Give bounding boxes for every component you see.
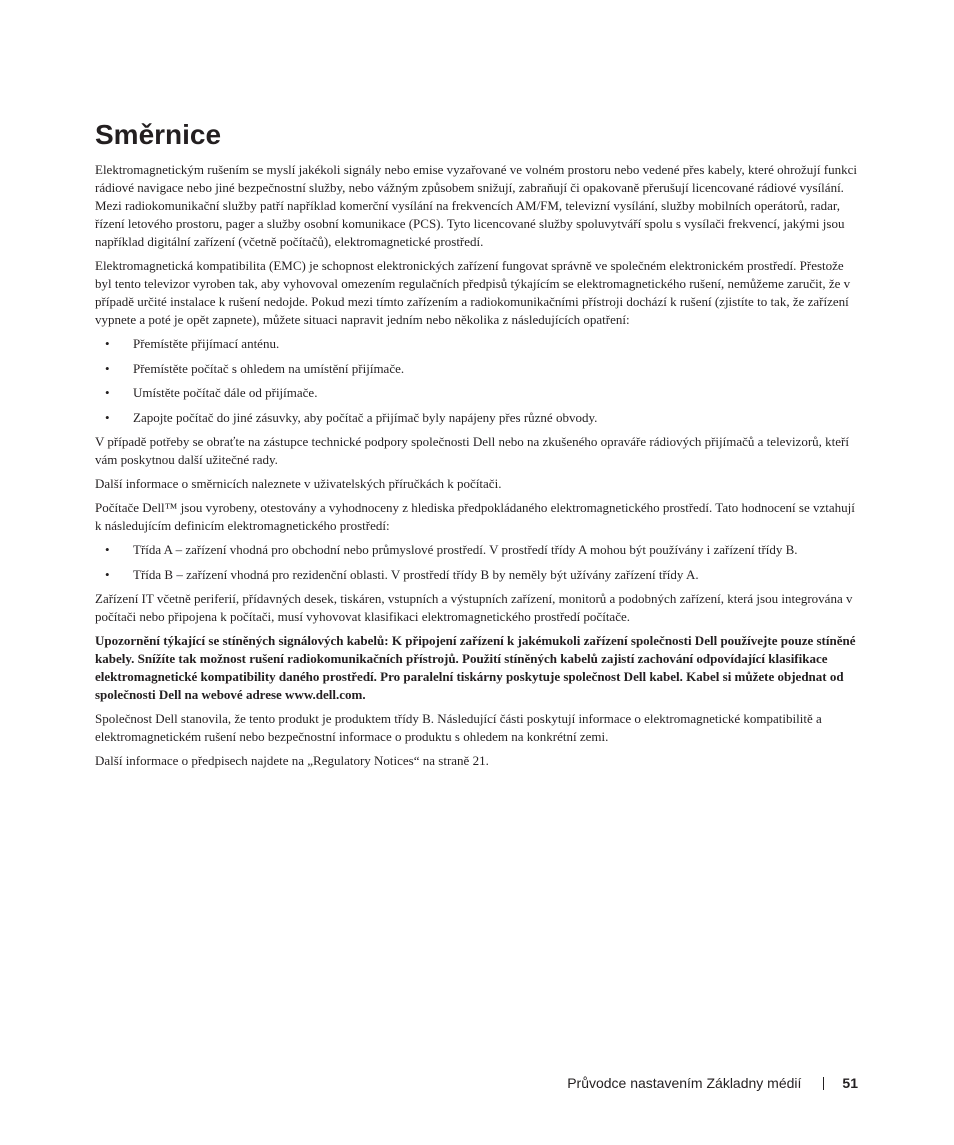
bullet-icon: • xyxy=(105,409,110,425)
list-item-text: Třída A – zařízení vhodná pro obchodní nebo průmyslové prostředí. V prostředí třídy A mohou být používány i zařízení třídy B. xyxy=(133,542,798,557)
page-title: Směrnice xyxy=(95,119,222,150)
paragraph-it-equipment: Zařízení IT včetně periferií, přídavných desek, tiskáren, vstupních a výstupních zařízení, monitorů a podobných zařízení, která jsou integrována v počítači nebo připojena k počítači, musí vyhovovat klasifikaci elektromagnetického prostředí počítače. xyxy=(95,591,853,624)
paragraph-support: V případě potřeby se obraťte na zástupce technické podpory společnosti Dell nebo na zkušeného opraváře rádiových přijímačů a televizorů, kteří vám poskytnou další užitečné rady. xyxy=(95,434,849,467)
list-item-text: Přemístěte přijímací anténu. xyxy=(133,336,280,351)
bullet-icon: • xyxy=(105,542,110,557)
footer-title: Průvodce nastavením Základny médií xyxy=(567,1075,802,1091)
list-item xyxy=(95,335,860,353)
list-item-text: Třída B – zařízení vhodná pro rezidenční oblasti. V prostředí třídy B by neměly být užívány zařízení třídy A. xyxy=(133,566,699,582)
bullet-icon: • xyxy=(105,566,110,582)
document-page xyxy=(95,118,860,776)
remedy-list xyxy=(95,335,860,427)
list-item xyxy=(95,541,860,559)
class-list xyxy=(95,541,860,584)
paragraph-emc-definition: Elektromagnetická kompatibilita (EMC) je schopnost elektronických zařízení fungovat správně ve společném elektronickém prostředí. Přestože byl tento televizor vyroben tak, aby vyhovoval omezením regulačních předpisů týkajícím se elektromagnetického rušení, nemůžeme zaručit, že v případě určité instalace k rušení nedojde. Pokud mezi tímto zařízením a radiokomunikačními přístroji dochází k rušení (zjistíte to tak, že zařízení vypnete a poté je opět zapnete), můžete situaci napravit jedním nebo několika z následujících opatření: xyxy=(95,258,851,327)
list-item xyxy=(95,566,860,584)
bullet-icon: • xyxy=(105,336,110,351)
paragraph-dell-computers: Počítače Dell™ jsou vyrobeny, otestovány a vyhodnoceny z hlediska předpokládaného elektromagnetického prostředí. Tato hodnocení se vztahují k následujícím definicím elektromagnetického prostředí: xyxy=(95,500,855,533)
list-item-text: Zapojte počítač do jiné zásuvky, aby počítač a přijímač byly napájeny přes různé obvody. xyxy=(133,409,598,425)
page-footer xyxy=(567,1075,858,1091)
bullet-icon: • xyxy=(105,360,110,376)
list-item xyxy=(95,360,860,378)
page-number: 51 xyxy=(842,1075,858,1091)
paragraph-emi-definition: Elektromagnetickým rušením se myslí jakékoli signály nebo emise vyzařované ve volném prostoru nebo vedené přes kabely, které ohrožují funkci rádiové navigace nebo jiné bezpečnostní služby, nebo vážným způsobem snižují, zabraňují či opakovaně přerušují licencované rádiové vysílání. Mezi radiokomunikační služby patří například komerční vysílání na frekvencích AM/FM, televizní vysílání, služby mobilních operátorů, radar, řízení letového prostoru, pager a služby osobní komunikace (PCS). Tyto licencované služby spoluvytváří spolu s vysílači frekvencí, jakými jsou například digitální zařízení (včetně počítačů), elektromagnetické prostředí. xyxy=(95,162,857,249)
list-item-text: Přemístěte počítač s ohledem na umístění přijímače. xyxy=(133,360,405,376)
footer-divider xyxy=(823,1077,824,1090)
list-item xyxy=(95,409,860,427)
paragraph-more-info: Další informace o směrnicích naleznete v uživatelských příručkách k počítači. xyxy=(95,476,502,491)
bullet-icon: • xyxy=(105,385,110,400)
list-item-text: Umístěte počítač dále od přijímače. xyxy=(133,385,318,400)
list-item xyxy=(95,384,860,402)
paragraph-shielded-cables-notice: Upozornění týkající se stíněných signálových kabelů: K připojení zařízení k jakémukoli zařízení společnosti Dell používejte pouze stíněné kabely. Snížíte tak možnost rušení radiokomunikačních přístrojů. Použití stíněných kabelů zajistí zachování odpovídající klasifikace elektromagnetické kompatibility daného prostředí. Pro paralelní tiskárny poskytuje společnost Dell kabel. Kabel si můžete objednat od společnosti Dell na webové adrese www.dell.com. xyxy=(95,633,856,702)
paragraph-class-b: Společnost Dell stanovila, že tento produkt je produktem třídy B. Následující části poskytují informace o elektromagnetické kompatibilitě a elektromagnetickém rušení nebo bezpečnostní informace o produktu s ohledem na konkrétní zemi. xyxy=(95,711,822,744)
paragraph-regulatory-reference: Další informace o předpisech najdete na „Regulatory Notices“ na straně 21. xyxy=(95,753,489,768)
